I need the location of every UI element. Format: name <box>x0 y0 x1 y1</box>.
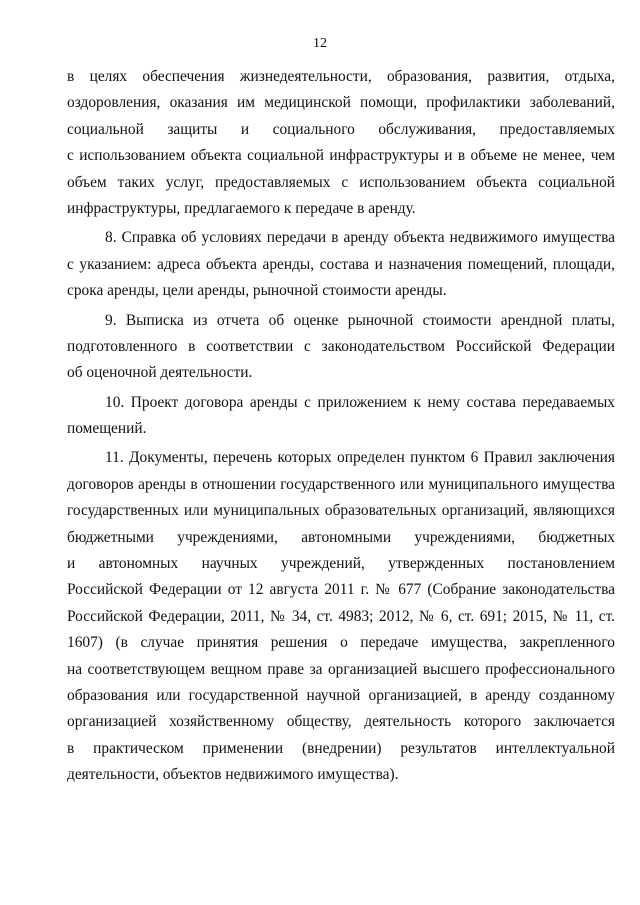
text-line: 11. Документы, перечень которых определен пунктом 6 Правил заключения <box>105 449 615 467</box>
text-line: 10. Проект договора аренды с приложением к нему состава передаваемых <box>105 393 615 411</box>
text-line: договоров аренды в отношении государственного или муниципального имущества <box>67 475 615 493</box>
text-line: с указанием: адреса объекта аренды, состава и назначения помещений, площади, <box>67 255 615 273</box>
text-line: организацией хозяйственному обществу, деятельность которого заключается <box>67 713 615 731</box>
text-line: инфраструктуры, предлагаемого к передаче в аренду. <box>67 199 416 217</box>
paragraph-continuation <box>67 64 615 222</box>
text-line: Российской Федерации, 2011, № 34, ст. 4983; 2012, № 6, ст. 691; 2015, № 11, ст. <box>67 607 615 625</box>
page-number: 12 <box>313 36 327 51</box>
text-line: оздоровления, оказания им медицинской помощи, профилактики заболеваний, <box>67 94 615 112</box>
paragraph-item-11 <box>67 445 615 788</box>
text-line: деятельности, объектов недвижимого имущества). <box>67 766 399 784</box>
text-line: бюджетными учреждениями, автономными учреждениями, бюджетных <box>67 528 615 546</box>
text-line: помещений. <box>67 420 147 438</box>
paragraph-item-10 <box>67 390 615 443</box>
text-line: социальной защиты и социального обслуживания, предоставляемых <box>67 120 615 138</box>
text-line: в целях обеспечения жизнедеятельности, образования, развития, отдыха, <box>67 68 615 85</box>
paragraph-item-8 <box>67 225 615 304</box>
text-line: с использованием объекта социальной инфраструктуры и в объеме не менее, чем <box>67 147 615 165</box>
text-line: и автономных научных учреждений, утвержденных постановлением <box>67 555 615 573</box>
text-line: Российской Федерации от 12 августа 2011 г. № 677 (Собрание законодательства <box>67 581 615 599</box>
text-line: объем таких услуг, предоставляемых с использованием объекта социальной <box>67 173 615 191</box>
text-line: 9. Выписка из отчета об оценке рыночной стоимости арендной платы, <box>105 311 615 329</box>
text-line: в практическом применении (внедрении) результатов интеллектуальной <box>67 739 615 757</box>
text-line: 1607) (в случае принятия решения о передаче имущества, закрепленного <box>67 634 615 652</box>
text-line: подготовленного в соответствии с законодательством Российской Федерации <box>67 337 615 355</box>
text-line: срока аренды, цели аренды, рыночной стоимости аренды. <box>67 282 447 300</box>
document-body <box>67 64 615 789</box>
paragraph-item-9 <box>67 308 615 387</box>
text-line: 8. Справка об условиях передачи в аренду объекта недвижимого имущества <box>105 229 615 247</box>
text-line: образования или государственной научной организацией, в аренду созданному <box>67 686 615 704</box>
text-line: государственных или муниципальных образовательных организаций, являющихся <box>67 502 615 520</box>
text-line: на соответствующем вещном праве за организацией высшего профессионального <box>67 660 615 678</box>
text-line: об оценочной деятельности. <box>67 364 253 382</box>
